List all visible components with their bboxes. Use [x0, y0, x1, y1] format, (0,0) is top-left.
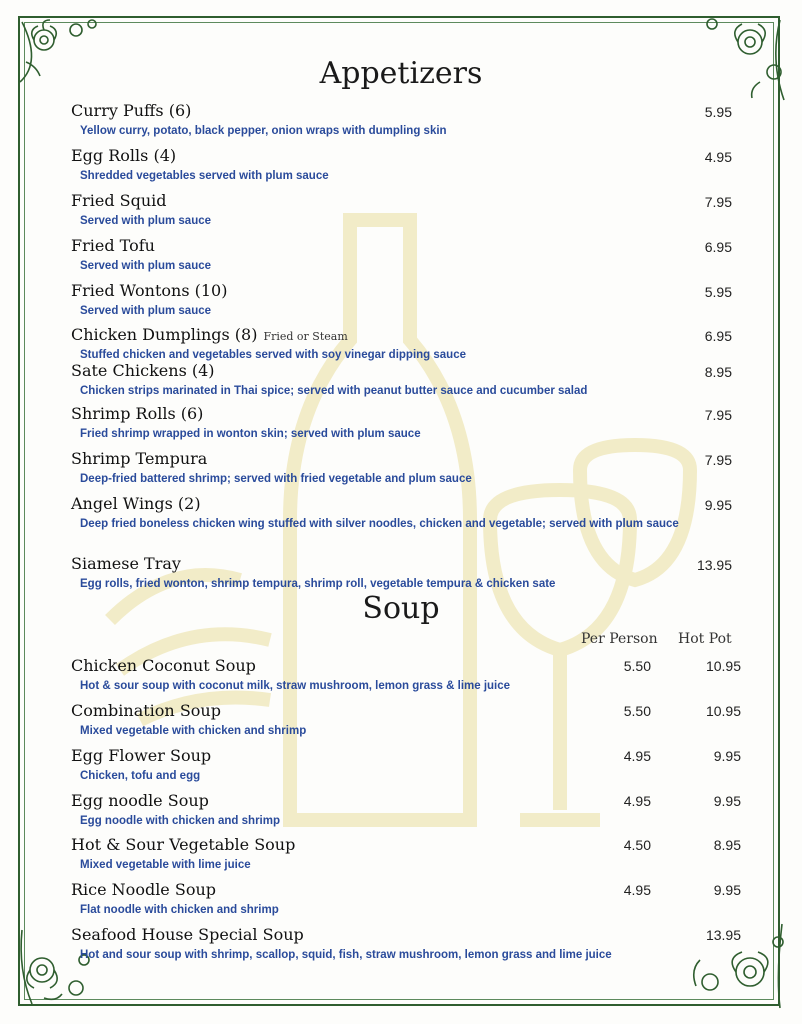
menu-item-price: 9.95	[704, 497, 732, 513]
menu-item-description: Hot and sour soup with shrimp, scallop, squid, fish, straw mushroom, lemon grass and lime juice	[80, 949, 612, 961]
menu-item-price: 5.95	[704, 104, 732, 120]
menu-item-description: Served with plum sauce	[80, 305, 212, 317]
hot-pot-price: 13.95	[705, 927, 741, 943]
menu-item-name: Egg noodle Soup	[71, 791, 209, 810]
menu-item-name: Shrimp Tempura	[71, 449, 208, 468]
menu-item-name: Shrimp Rolls (6)	[71, 404, 204, 423]
menu-item	[71, 494, 751, 532]
hot-pot-header: Hot Pot	[678, 631, 732, 647]
menu-item	[71, 404, 751, 442]
menu-item-price: 6.95	[704, 239, 732, 255]
menu-item-description: Fried shrimp wrapped in wonton skin; served with plum sauce	[80, 428, 421, 440]
menu-item-name: Curry Puffs (6)	[71, 101, 192, 120]
menu-item-description: Deep-fried battered shrimp; served with fried vegetable and plum sauce	[80, 473, 472, 485]
menu-item-description: Egg rolls, fried wonton, shrimp tempura, shrimp roll, vegetable tempura & chicken sate	[80, 578, 556, 590]
menu-item	[71, 361, 751, 399]
hot-pot-price: 8.95	[713, 837, 741, 853]
menu-item-description: Shredded vegetables served with plum sauce	[80, 170, 329, 182]
per-person-price: 4.50	[623, 837, 651, 853]
menu-item-name: Hot & Sour Vegetable Soup	[71, 835, 296, 854]
menu-item-description: Mixed vegetable with lime juice	[80, 859, 251, 871]
menu-item-name: Seafood House Special Soup	[71, 925, 304, 944]
menu-item-price: 7.95	[704, 452, 732, 468]
menu-item	[71, 236, 751, 274]
menu-item-price: 4.95	[704, 149, 732, 165]
hot-pot-price: 9.95	[713, 882, 741, 898]
menu-item-name: Combination Soup	[71, 701, 221, 720]
menu-item	[71, 925, 751, 963]
menu-item-name: Rice Noodle Soup	[71, 880, 216, 899]
menu-item-name: Fried Squid	[71, 191, 167, 210]
menu-item-price: 7.95	[704, 194, 732, 210]
menu-item-description: Flat noodle with chicken and shrimp	[80, 904, 279, 916]
menu-item	[71, 191, 751, 229]
per-person-price: 5.50	[623, 658, 651, 674]
per-person-price: 5.50	[623, 703, 651, 719]
menu-item-price: 13.95	[696, 557, 732, 573]
menu-item	[71, 554, 751, 592]
appetizers-title: Appetizers	[319, 56, 483, 91]
menu-item	[71, 281, 751, 319]
per-person-price: 4.95	[623, 748, 651, 764]
menu-item	[71, 101, 751, 139]
per-person-price: 4.95	[623, 793, 651, 809]
menu-item	[71, 146, 751, 184]
menu-item-description: Chicken, tofu and egg	[80, 770, 201, 782]
menu-item-description: Stuffed chicken and vegetables served with soy vinegar dipping sauce	[80, 349, 467, 361]
menu-item	[71, 325, 751, 363]
menu-item-description: Deep fried boneless chicken wing stuffed with silver noodles, chicken and vegetable; served with plum sauce	[80, 518, 679, 530]
menu-item-note: Fried or Steam	[263, 330, 348, 343]
hot-pot-price: 9.95	[713, 793, 741, 809]
menu-item-description: Hot & sour soup with coconut milk, straw mushroom, lemon grass & lime juice	[80, 680, 511, 692]
menu-item-name: Egg Rolls (4)	[71, 146, 177, 165]
per-person-price: 4.95	[623, 882, 651, 898]
menu-item-name: Egg Flower Soup	[71, 746, 212, 765]
hot-pot-price: 9.95	[713, 748, 741, 764]
menu-item-description: Mixed vegetable with chicken and shrimp	[80, 725, 307, 737]
menu-item-price: 6.95	[704, 328, 732, 344]
hot-pot-price: 10.95	[705, 658, 741, 674]
per-person-header: Per Person	[581, 631, 658, 647]
menu-item-description: Yellow curry, potato, black pepper, onion wraps with dumpling skin	[80, 125, 447, 137]
menu-item-name: Sate Chickens (4)	[71, 361, 215, 380]
menu-item-description: Served with plum sauce	[80, 215, 212, 227]
menu-item-name: Angel Wings (2)	[71, 494, 201, 513]
menu-item-description: Egg noodle with chicken and shrimp	[80, 815, 280, 827]
menu-item-price: 7.95	[704, 407, 732, 423]
menu-item-price: 8.95	[704, 364, 732, 380]
menu-item-description: Chicken strips marinated in Thai spice; served with peanut butter sauce and cucumber salad	[80, 385, 588, 397]
soup-title: Soup	[362, 591, 440, 626]
menu-item-name: Chicken Dumplings (8)	[71, 325, 258, 344]
menu-item-name: Fried Wontons (10)	[71, 281, 228, 300]
hot-pot-price: 10.95	[705, 703, 741, 719]
menu-item-description: Served with plum sauce	[80, 260, 212, 272]
menu-item-name: Siamese Tray	[71, 554, 181, 573]
menu-item-name: Fried Tofu	[71, 236, 155, 255]
menu-item-price: 5.95	[704, 284, 732, 300]
menu-item	[71, 449, 751, 487]
menu-item-name: Chicken Coconut Soup	[71, 656, 256, 675]
